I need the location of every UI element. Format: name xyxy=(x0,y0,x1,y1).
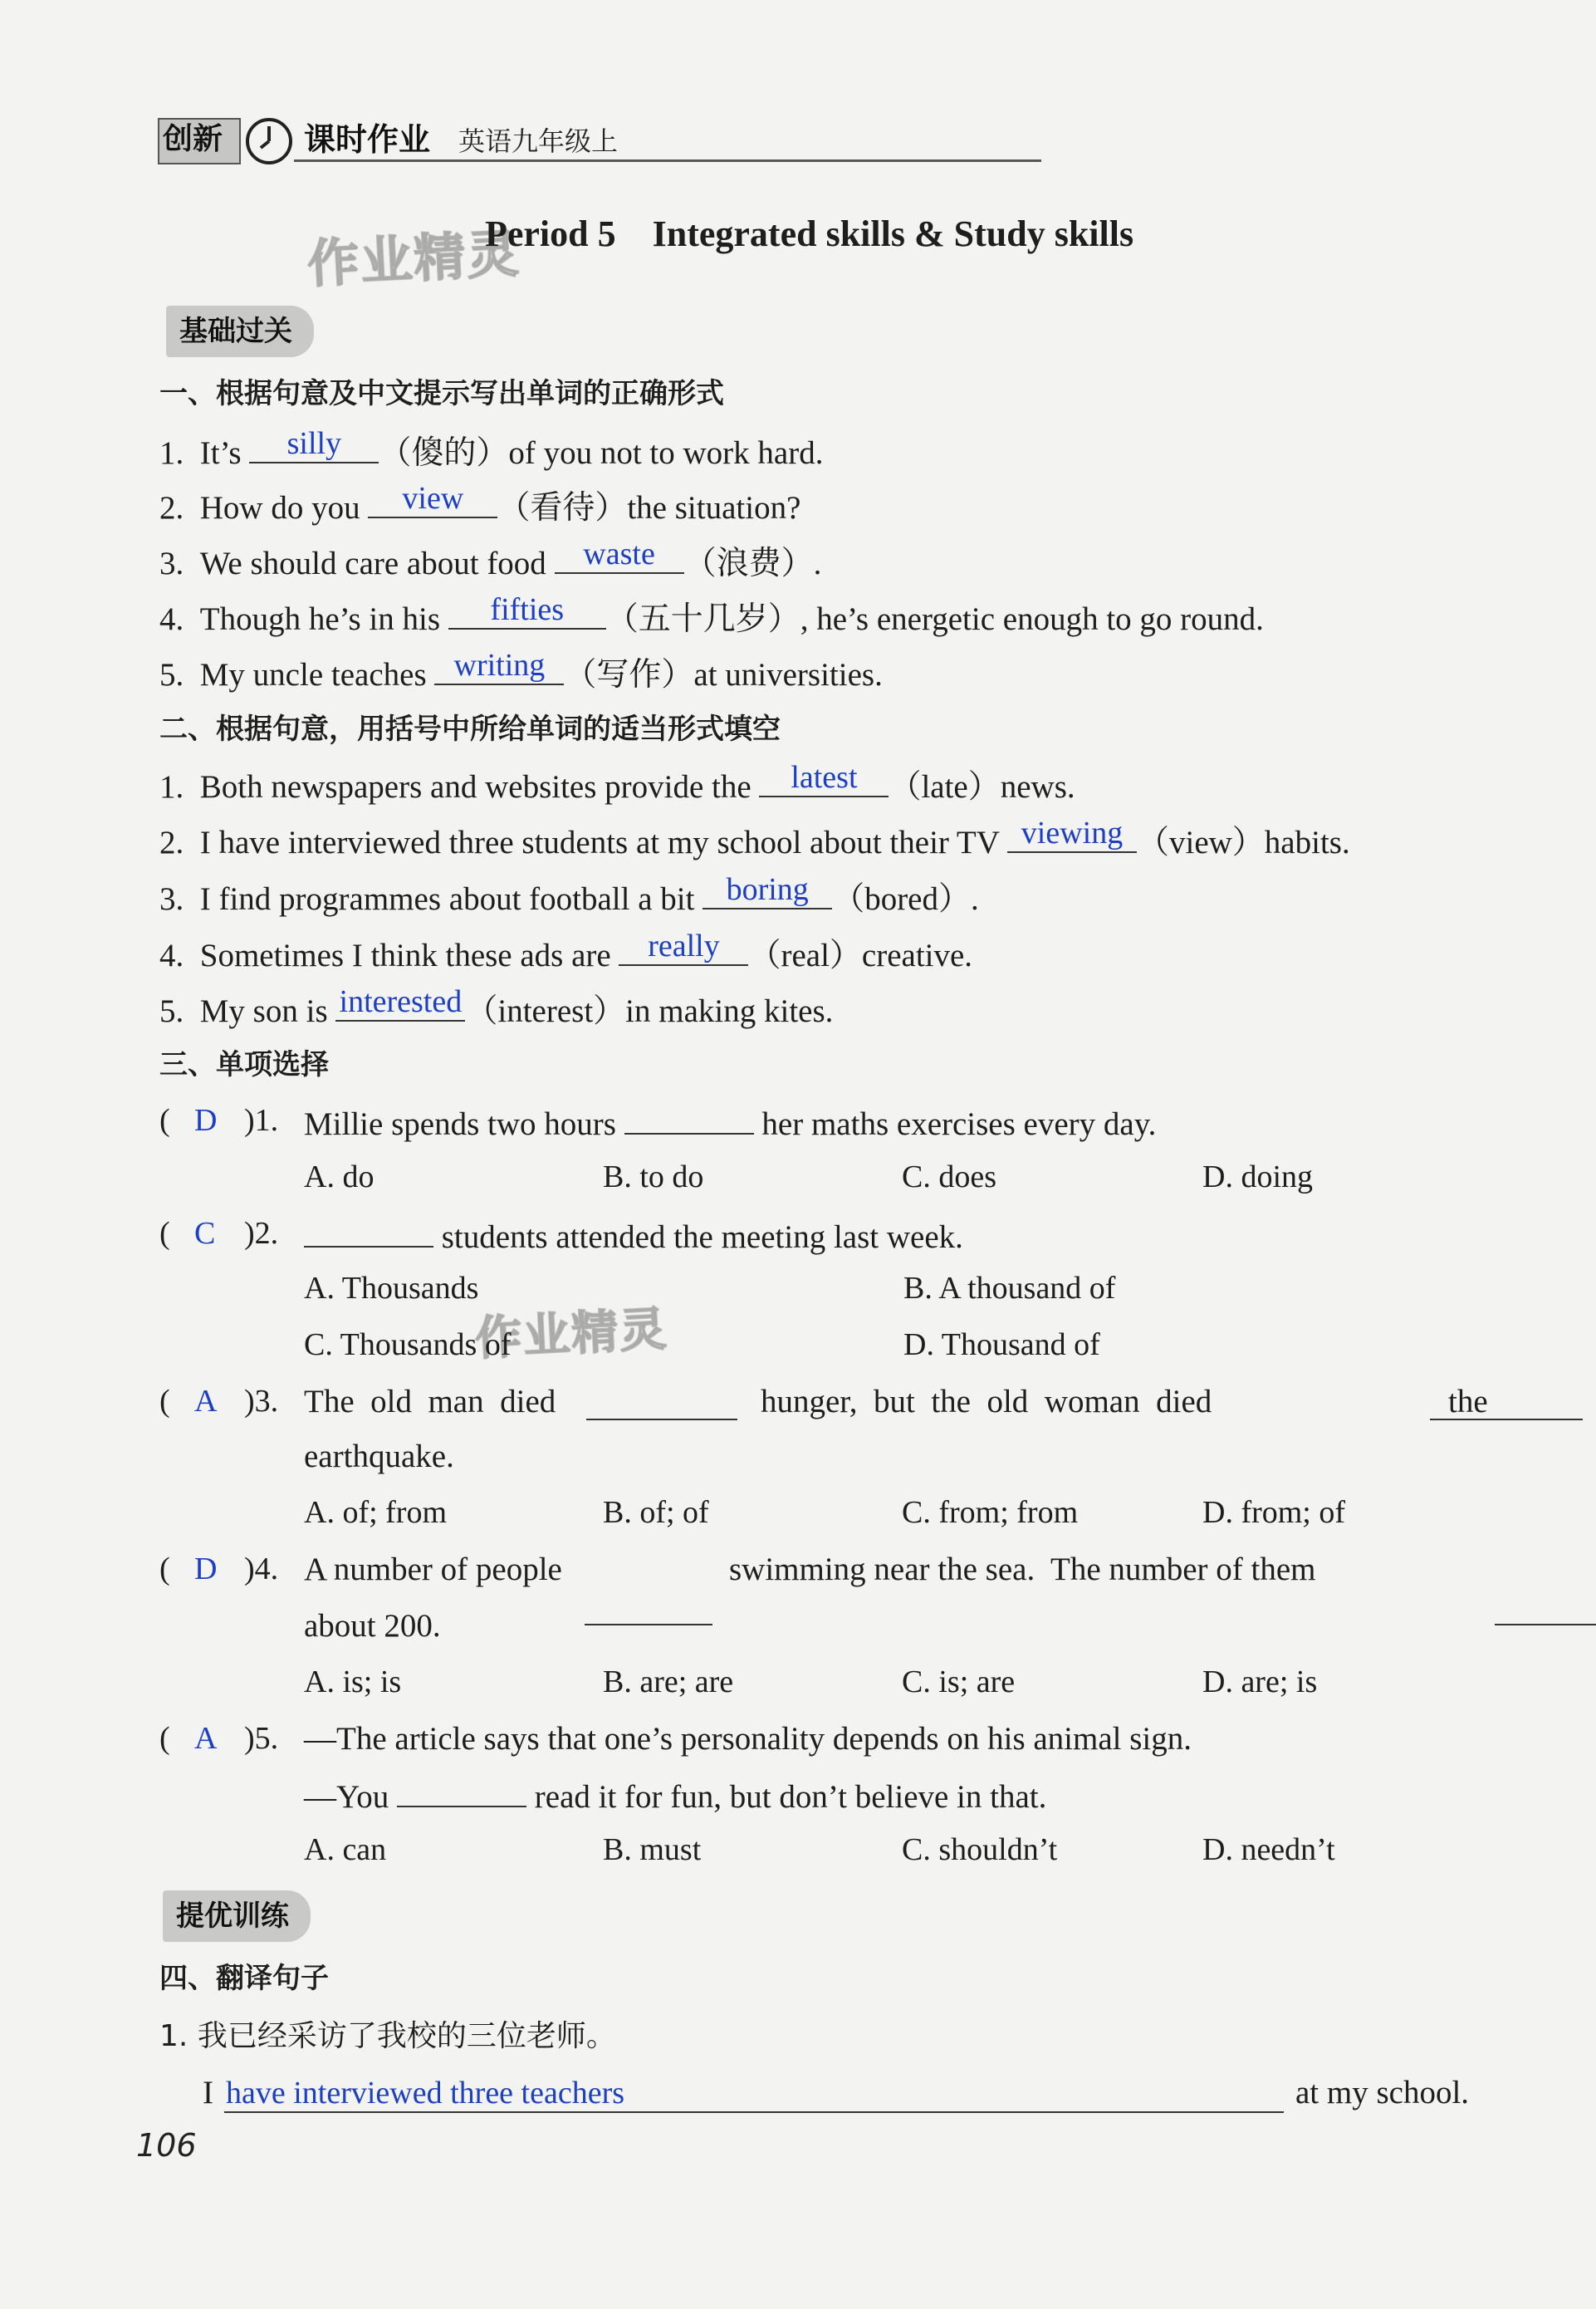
s1-item-5: 5. My uncle teaches writing （写作）at universities. xyxy=(159,648,883,693)
s1-blank-5[interactable]: writing xyxy=(434,652,564,685)
mc1-option-c[interactable]: C. does xyxy=(902,1159,996,1194)
mc1-option-b[interactable]: B. to do xyxy=(603,1159,704,1194)
mc4-blank-1 xyxy=(585,1592,712,1625)
watermark-middle: 作业精灵 xyxy=(473,1302,669,1367)
mc5-line2: —You read it for fun, but don’t believe in that. xyxy=(304,1774,1046,1817)
section2-heading: 二、根据句意，用括号中所给单词的适当形式填空 xyxy=(159,713,781,746)
book-title: 英语九年级上 xyxy=(458,125,619,157)
s2-item-2: 2. I have interviewed three students at my school about their TV viewing （view）habits. xyxy=(159,816,1350,860)
s1-item-2: 2. How do you view （看待）the situation? xyxy=(159,481,801,526)
clock-icon xyxy=(244,116,294,166)
mc5-paren: ( xyxy=(159,1721,170,1756)
section3-heading: 三、单项选择 xyxy=(159,1048,329,1081)
section4-heading: 四、翻译句子 xyxy=(159,1962,329,1995)
s1-item-3: 3. We should care about food waste （浪费）. xyxy=(159,537,822,581)
page-title: Period 5 Integrated skills & Study skills xyxy=(485,213,1134,254)
mc2-option-b[interactable]: B. A thousand of xyxy=(903,1271,1116,1306)
mc5-option-b[interactable]: B. must xyxy=(603,1832,702,1867)
s2-blank-3[interactable]: boring xyxy=(703,876,832,909)
mc4-stem-b: swimming near the sea. The number of them xyxy=(729,1552,1316,1587)
mc3-answer[interactable]: A xyxy=(194,1384,218,1419)
mc3-number: )3. xyxy=(244,1384,279,1419)
mc1-stem: Millie spends two hours her maths exercises every day. xyxy=(304,1101,1156,1145)
section1-heading: 一、根据句意及中文提示写出单词的正确形式 xyxy=(159,377,724,410)
s1-blank-3[interactable]: waste xyxy=(555,541,684,574)
s2-item-1: 1. Both newspapers and websites provide the latest （late）news. xyxy=(159,760,1075,805)
mc4-option-c[interactable]: C. is; are xyxy=(902,1664,1016,1699)
s2-blank-2[interactable]: viewing xyxy=(1007,820,1137,853)
mc3-paren: ( xyxy=(159,1384,170,1419)
s4-answer-line[interactable] xyxy=(224,2076,1284,2113)
s1-item-1: 1. It’s silly （傻的）of you not to work hard. xyxy=(159,426,824,471)
s1-blank-4[interactable]: fifties xyxy=(448,596,606,630)
s4-answer-prefix: I xyxy=(203,2075,213,2110)
mc4-answer[interactable]: D xyxy=(194,1552,218,1586)
mc1-paren: ( xyxy=(159,1103,170,1138)
mc2-option-c[interactable]: C. Thousands of xyxy=(304,1327,512,1362)
mc2-number: )2. xyxy=(244,1216,279,1251)
s2-item-4: 4. Sometimes I think these ads are really （real）creative. xyxy=(159,929,973,973)
s4-answer-suffix: at my school. xyxy=(1295,2075,1470,2110)
basic-badge: 基础过关 xyxy=(166,306,314,357)
mc2-stem: students attended the meeting last week. xyxy=(304,1214,963,1257)
mc2-blank xyxy=(304,1214,433,1248)
brand-right-text: 课时作业 xyxy=(304,121,431,158)
mc3-option-d[interactable]: D. from; of xyxy=(1202,1495,1346,1530)
mc1-option-d[interactable]: D. doing xyxy=(1202,1159,1313,1194)
mc3-stem-c: the xyxy=(1448,1384,1488,1419)
mc3-option-b[interactable]: B. of; of xyxy=(603,1495,709,1530)
mc1-answer[interactable]: D xyxy=(194,1103,218,1138)
mc1-number: )1. xyxy=(244,1103,279,1138)
mc4-stem-a: A number of people xyxy=(304,1552,562,1587)
mc3-stem-cont: earthquake. xyxy=(304,1439,454,1474)
mc4-option-b[interactable]: B. are; are xyxy=(603,1664,734,1699)
s1-blank-2[interactable]: view xyxy=(368,485,497,518)
s4-answer-text: have interviewed three teachers xyxy=(226,2076,625,2110)
mc3-option-c[interactable]: C. from; from xyxy=(902,1495,1079,1530)
mc1-blank xyxy=(624,1101,754,1135)
mc3-stem-b: hunger, but the old woman died xyxy=(761,1384,1212,1419)
s2-blank-4[interactable]: really xyxy=(619,933,748,966)
watermark-top: 作业精灵 xyxy=(306,223,522,295)
mc5-option-d[interactable]: D. needn’t xyxy=(1202,1832,1335,1867)
mc3-stem-a: The old man died xyxy=(304,1384,556,1419)
s2-item-5: 5. My son is interested （interest）in making kites. xyxy=(159,984,834,1029)
mc4-stem-cont: about 200. xyxy=(304,1608,441,1644)
mc4-option-a[interactable]: A. is; is xyxy=(304,1664,402,1699)
advanced-badge: 提优训练 xyxy=(163,1890,311,1942)
brand-left-text: 创新 xyxy=(163,122,223,156)
mc4-blank-2 xyxy=(1495,1592,1596,1625)
mc4-option-d[interactable]: D. are; is xyxy=(1202,1664,1318,1699)
s1-blank-1[interactable]: silly xyxy=(249,430,379,463)
mc5-option-c[interactable]: C. shouldn’t xyxy=(902,1832,1058,1867)
mc2-answer[interactable]: C xyxy=(194,1216,216,1251)
mc1-option-a[interactable]: A. do xyxy=(304,1159,375,1194)
mc5-option-a[interactable]: A. can xyxy=(304,1832,387,1867)
s1-item-4: 4. Though he’s in his fifties （五十几岁）, he’s energetic enough to go round. xyxy=(159,592,1264,637)
page-number: 106 xyxy=(136,2127,197,2164)
s4-item-1-zh: 1. 我已经采访了我校的三位老师。 xyxy=(159,2019,616,2053)
mc5-blank xyxy=(397,1774,526,1807)
s2-item-3: 3. I find programmes about football a bit boring （bored）. xyxy=(159,872,979,917)
mc4-paren: ( xyxy=(159,1552,170,1586)
mc2-paren: ( xyxy=(159,1216,170,1251)
mc2-option-d[interactable]: D. Thousand of xyxy=(903,1327,1100,1362)
mc5-answer[interactable]: A xyxy=(194,1721,218,1756)
mc3-blank-1 xyxy=(586,1387,737,1420)
mc3-option-a[interactable]: A. of; from xyxy=(304,1495,448,1530)
s2-blank-1[interactable]: latest xyxy=(759,764,889,797)
mc2-option-a[interactable]: A. Thousands xyxy=(304,1271,479,1306)
header-rule xyxy=(294,159,1041,162)
mc5-number: )5. xyxy=(244,1721,279,1756)
mc5-line1: —The article says that one’s personality depends on his animal sign. xyxy=(304,1721,1192,1757)
mc4-number: )4. xyxy=(244,1552,279,1586)
s2-blank-5[interactable]: interested xyxy=(335,988,465,1022)
